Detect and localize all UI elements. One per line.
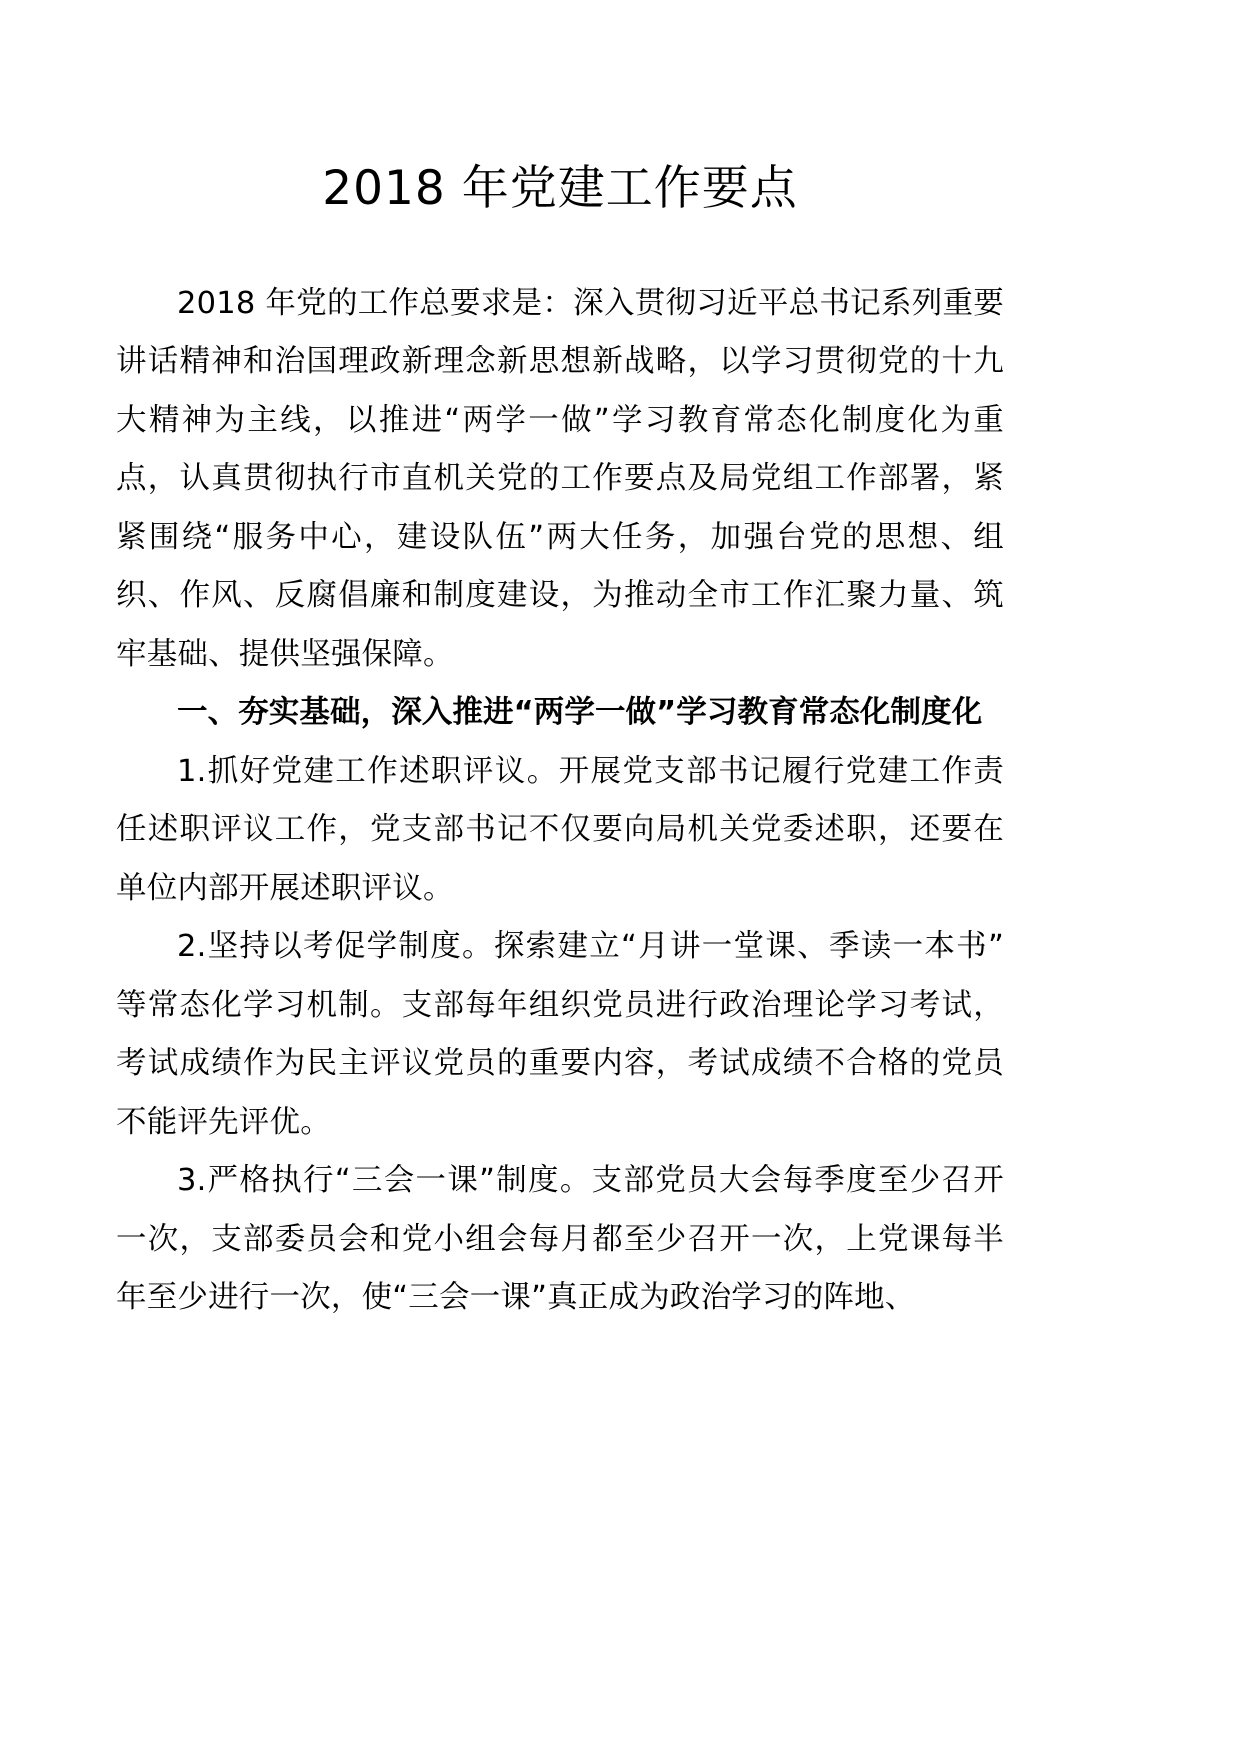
page-text-column [116,0,1004,1754]
overview-paragraph: 2018 年党的工作总要求是：深入贯彻习近平总书记系列重要讲话精神和治国理政新理念新思想新战略，以学习贯彻党的十九大精神为主线，以推进“两学一做”学习教育常态化制度化为重点，认真贯彻执行市直机关党的工作要点及局党组工作部署，紧紧围绕“服务中心，建设队伍”两大任务，加强台党的思想、组织、作风、反腐倡廉和制度建设，为推动全市工作汇聚力量、筑牢基础、提供坚强保障。 [116,285,1004,672]
list-item-1: 1.抓好党建工作述职评议。开展党支部书记履行党建工作责任述职评议工作，党支部书记不仅要向局机关党委述职，还要在单位内部开展述职评议。 [116,753,1004,906]
list-item-3: 3.严格执行“三会一课”制度。支部党员大会每季度至少召开一次，支部委员会和党小组会每月都至少召开一次，上党课每半年至少进行一次，使“三会一课”真正成为政治学习的阵地、 [116,1163,1004,1316]
section-heading-one: 一、夯实基础，深入推进“两学一做”学习教育常态化制度化 [177,695,983,731]
list-item-2: 2.坚持以考促学制度。探索建立“月讲一堂课、季读一本书”等常态化学习机制。支部每年组织党员进行政治理论学习考试，考试成绩作为民主评议党员的重要内容，考试成绩不合格的党员不能评先评优。 [116,929,1004,1140]
document-body [116,275,1004,1328]
page-title: 2018 年党建工作要点 [322,161,798,216]
